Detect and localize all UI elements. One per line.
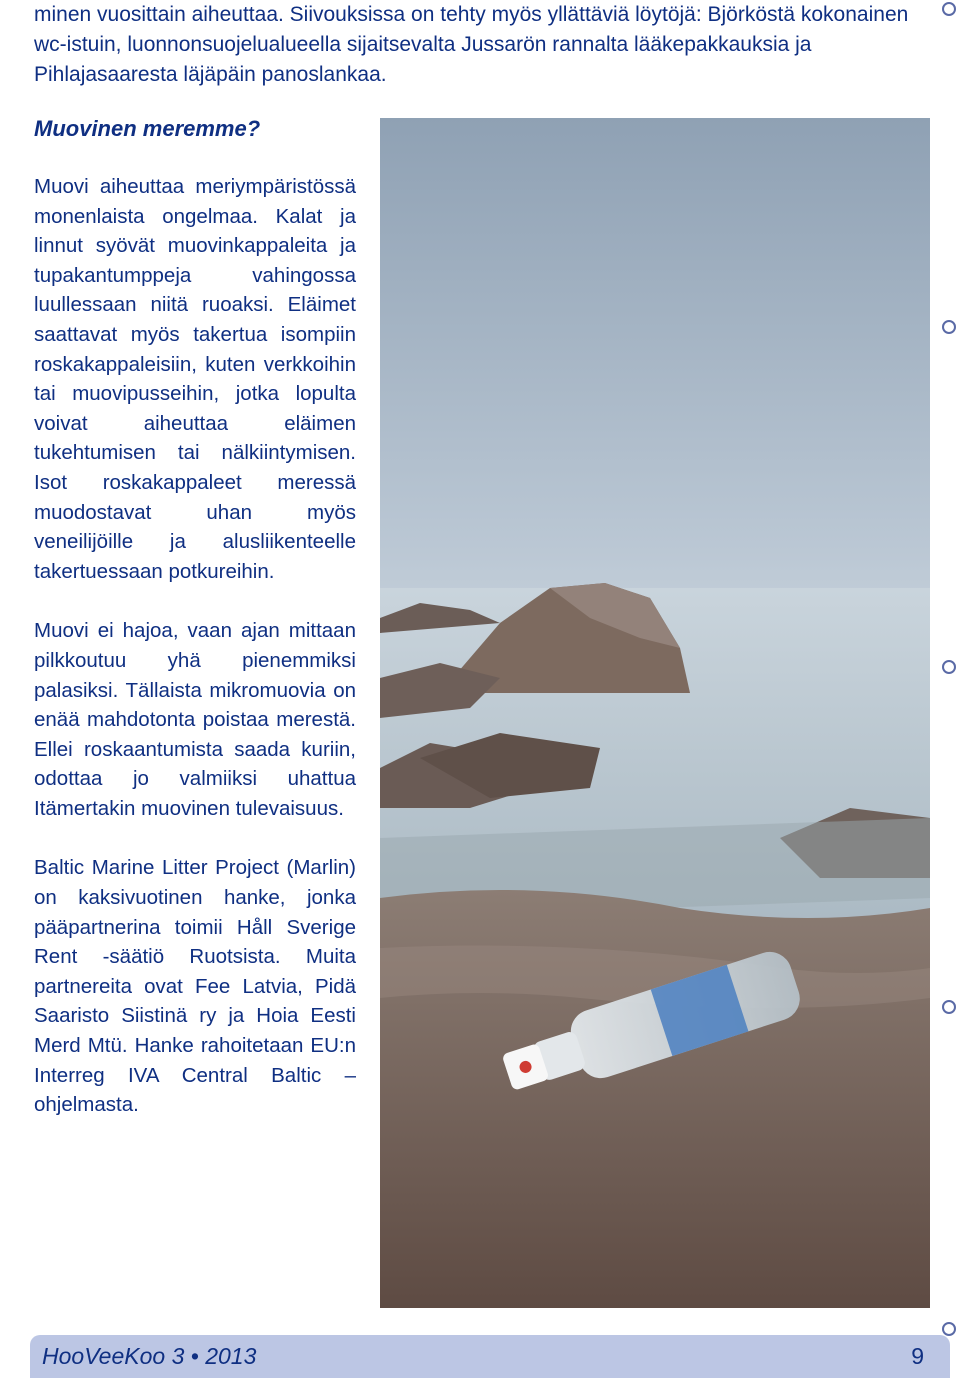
body-paragraph: Muovi aiheuttaa meriympäristössä monenlaista ongelmaa. Kalat ja linnut syövät muovinkappaleita ja tupakantumppeja vahingossa luullessaan niitä ruoaksi. Eläimet saattavat myös takertua isompiin roskakappaleisiin, kuten verkkoihin tai muovipusseihin, jotka lopulta voivat aiheuttaa eläimen tukehtumisen tai nälkiintymisen. Isot roskakappaleet meressä muodostavat uhan myös veneilijöille ja alusliikenteelle takertuessaan potkureihin. <box>34 175 356 583</box>
section-heading: Muovinen meremme? <box>34 116 261 141</box>
top-paragraph <box>34 0 932 90</box>
binder-hole <box>942 660 956 674</box>
binder-hole <box>942 320 956 334</box>
top-paragraph-text: minen vuosittain aiheuttaa. Siivouksissa on tehty myös yllättäviä löytöjä: Björköstä kokonainen wc-istuin, luonnonsuojelualueella sijaitsevalta Jussarön rannalta lääkepakkauksia ja Pihlajasaaresta läjäpäin panoslankaa. <box>34 3 909 86</box>
binder-hole <box>942 2 956 16</box>
body-paragraph: Muovi ei hajoa, vaan ajan mittaan pilkkoutuu yhä pienemmiksi palasiksi. Tällaista mikromuovia on enää mahdotonta poistaa merestä. Ellei roskaantumista saada kuriin, odottaa jo valmiiksi uhattua Itämertakin muovinen tulevaisuus. <box>34 619 356 820</box>
footer-bar <box>30 1335 950 1378</box>
page-number: 9 <box>911 1343 924 1369</box>
magazine-title: HooVeeKoo 3 • 2013 <box>42 1343 257 1369</box>
photo-bottle-on-rock <box>380 118 930 1308</box>
binder-hole <box>942 1000 956 1014</box>
photo-illustration <box>380 118 930 1308</box>
binder-holes <box>942 0 956 1338</box>
binder-hole <box>942 1322 956 1336</box>
text-column <box>34 172 356 1150</box>
body-paragraph: Baltic Marine Litter Project (Marlin) on kaksivuotinen hanke, jonka pääpartnerina toimii Håll Sverige Rent -säätiö Ruotsista. Muita partnereita ovat Fee Latvia, Pidä Saaristo Siistinä ry ja Hoia Eesti Merd Mtü. Hanke rahoitetaan EU:n Interreg IVA Central Baltic –ohjelmasta. <box>34 856 356 1117</box>
